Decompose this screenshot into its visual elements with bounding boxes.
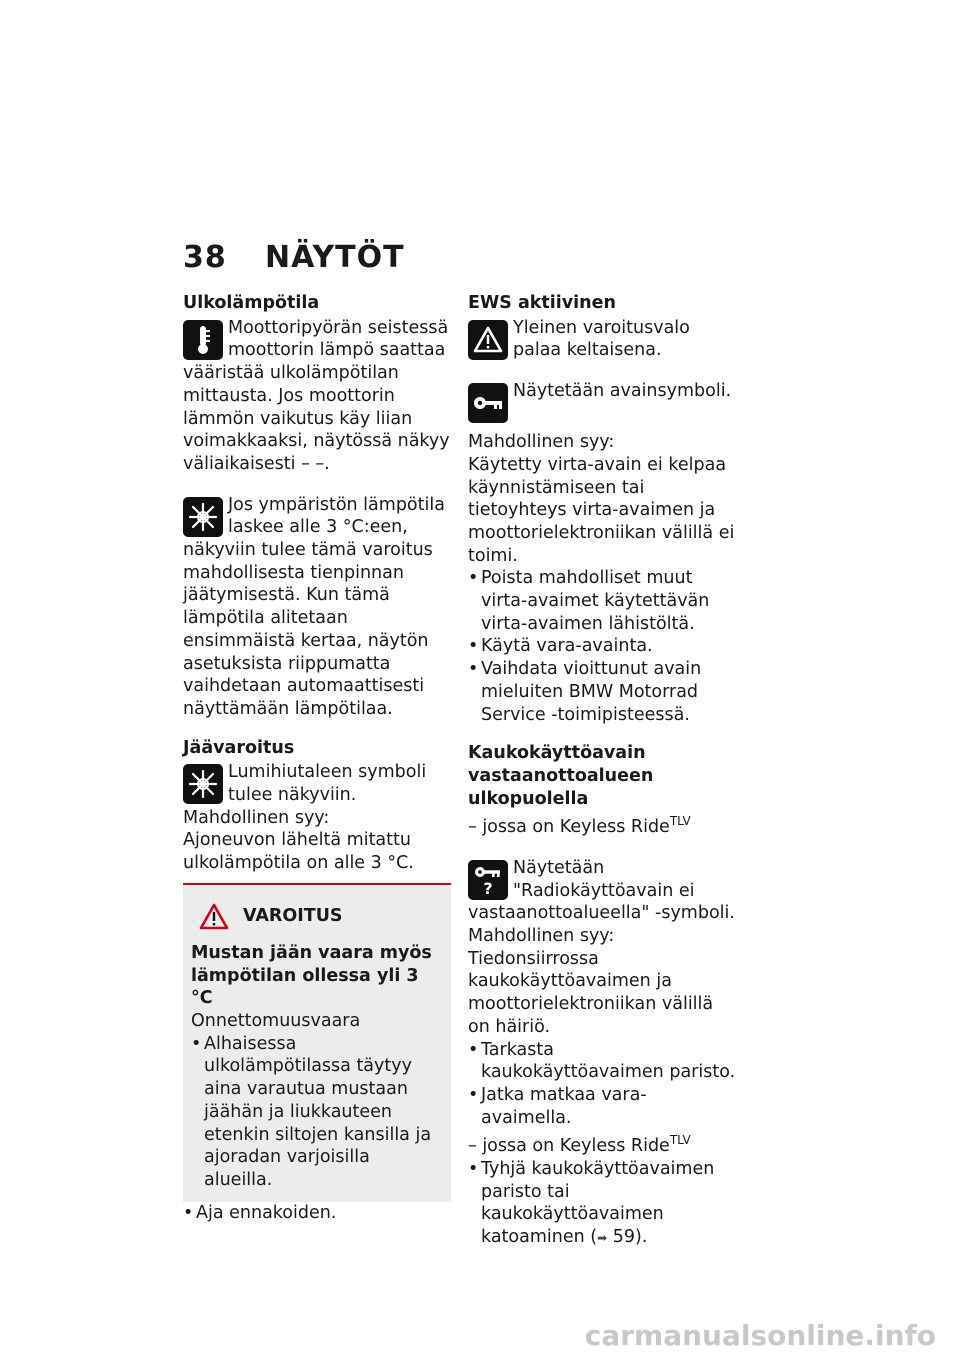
cause-label: Mahdollinen syy: <box>468 926 615 946</box>
keyless-note-text: – jossa on Keyless Ride <box>468 817 670 838</box>
remote-key-block <box>468 857 736 925</box>
ice-warning-heading: Jäävaroitus <box>183 737 295 758</box>
warning-bullet: • Alhaisessa ulkolämpötilassa täytyy aina varautua mustaan jäähän ja liukkauteen etenkin siltojen kansilla ja ajoradan varjoisilla alueilla. <box>191 1033 443 1192</box>
battery-list <box>468 1158 736 1250</box>
outside-temp-block <box>183 317 451 476</box>
warning-box <box>183 883 451 1202</box>
key-icon <box>468 383 508 423</box>
warning-label: VAROITUS <box>243 906 343 927</box>
remote-key-text: Näytetään "Radiokäyttöavain ei vastaanottoalueella" -symboli. <box>468 857 735 924</box>
ews-key-block <box>468 380 736 425</box>
ice-info-block <box>183 494 451 721</box>
page-reference-link[interactable]: 59). <box>612 1226 648 1247</box>
list-item: • Vaihdata vioittunut avain mieluiten BMW Motorrad Service -toimipisteessä. <box>468 658 736 726</box>
keyless-note <box>468 1129 736 1158</box>
battery-bullet-text: Tyhjä kaukokäyttöavaimen paristo tai kaukokäyttöavaimen katoaminen ( <box>481 1158 715 1247</box>
warning-triangle-icon <box>468 320 508 360</box>
keyless-note-sup: TLV <box>669 1133 691 1148</box>
warning-header <box>199 903 443 930</box>
ews-warning-text: Yleinen varoitusvalo palaa keltaisena. <box>513 317 690 361</box>
list-item: • Tarkasta kaukokäyttöavaimen paristo. <box>468 1039 736 1084</box>
list-item: • Poista mahdolliset muut virta-avaimet käytettävän virta-avaimen lähistöltä. <box>468 567 736 635</box>
list-item: • Käytä vara-avainta. <box>468 635 736 658</box>
watermark: carmanualsonline.info <box>584 1319 936 1352</box>
cause-text: Ajoneuvon läheltä mitattu ulkolämpötila on alle 3 °C. <box>183 830 414 874</box>
ice-warning-text: Lumihiutaleen symboli tulee näkyviin. <box>228 762 427 806</box>
snowflake-icon <box>183 764 223 804</box>
remote-actions-list <box>468 1039 736 1130</box>
ews-actions-list <box>468 567 736 726</box>
key-question-icon <box>468 860 508 900</box>
warning-subtitle: Onnettomuusvaara <box>191 1010 361 1031</box>
warning-triangle-icon <box>199 903 229 930</box>
warning-list <box>191 1033 443 1192</box>
cause-text: Tiedonsiirrossa kaukokäyttöavaimen ja moottorielektroniikan välillä on häiriö. <box>468 948 714 1037</box>
ice-warning-block <box>183 761 451 806</box>
advice-bullet: • Aja ennakoiden. <box>183 1202 451 1225</box>
advice-list <box>183 1202 451 1225</box>
keyless-note-sup: TLV <box>669 814 691 829</box>
page-reference-arrow-icon: ➡ <box>597 1230 608 1245</box>
cause-text: Käytetty virta-avain ei kelpaa käynnistämiseen tai tietoyhteys virta-avaimen ja moottorielektroniikan välillä ei toimi. <box>468 454 735 566</box>
list-item <box>468 1158 736 1250</box>
ice-info-text: Jos ympäristön lämpötila laskee alle 3 °C:een, näkyviin tulee tämä varoitus mahdollisesta tienpinnan jäätymisestä. Kun tämä lämpötila alitetaan ensimmäistä kertaa, näytön asetuksista riippumatta vaihdetaan automaattisesti näyttämään lämpötilaa. <box>183 494 445 719</box>
snowflake-icon <box>183 497 223 537</box>
list-item: • Jatka matkaa vara-avaimella. <box>468 1084 736 1129</box>
thermometer-icon <box>183 320 223 360</box>
cause-label: Mahdollinen syy: <box>183 807 330 828</box>
outside-temp-text: Moottoripyörän seistessä moottorin lämpö saattaa vääristää ulkolämpötilan mittausta. Jos moottorin lämmön vaikutus käy liian voimakkaaksi, näytössä näkyy väliaikaisesti – –. <box>183 317 450 474</box>
cause-label: Mahdollinen syy: <box>468 432 615 453</box>
ews-heading: EWS aktiivinen <box>468 293 616 313</box>
page-title: NÄYTÖT <box>265 240 405 275</box>
remote-key-heading: Kaukokäyttöavain vastaanottoalueen ulkopuolella <box>468 743 654 809</box>
warning-title: Mustan jään vaara myös lämpötilan ollessa yli 3 °C <box>191 942 432 1009</box>
ews-warning-block <box>468 317 736 362</box>
page-number: 38 <box>183 240 227 275</box>
left-column <box>183 292 451 1224</box>
ews-key-text: Näytetään avainsymboli. <box>513 381 732 402</box>
svg-text:?: ? <box>483 878 493 896</box>
outside-temp-heading: Ulkolämpötila <box>183 293 320 313</box>
keyless-note <box>468 810 736 839</box>
keyless-note-text: – jossa on Keyless Ride <box>468 1136 670 1157</box>
page-header <box>183 240 405 275</box>
right-column <box>468 292 736 1250</box>
